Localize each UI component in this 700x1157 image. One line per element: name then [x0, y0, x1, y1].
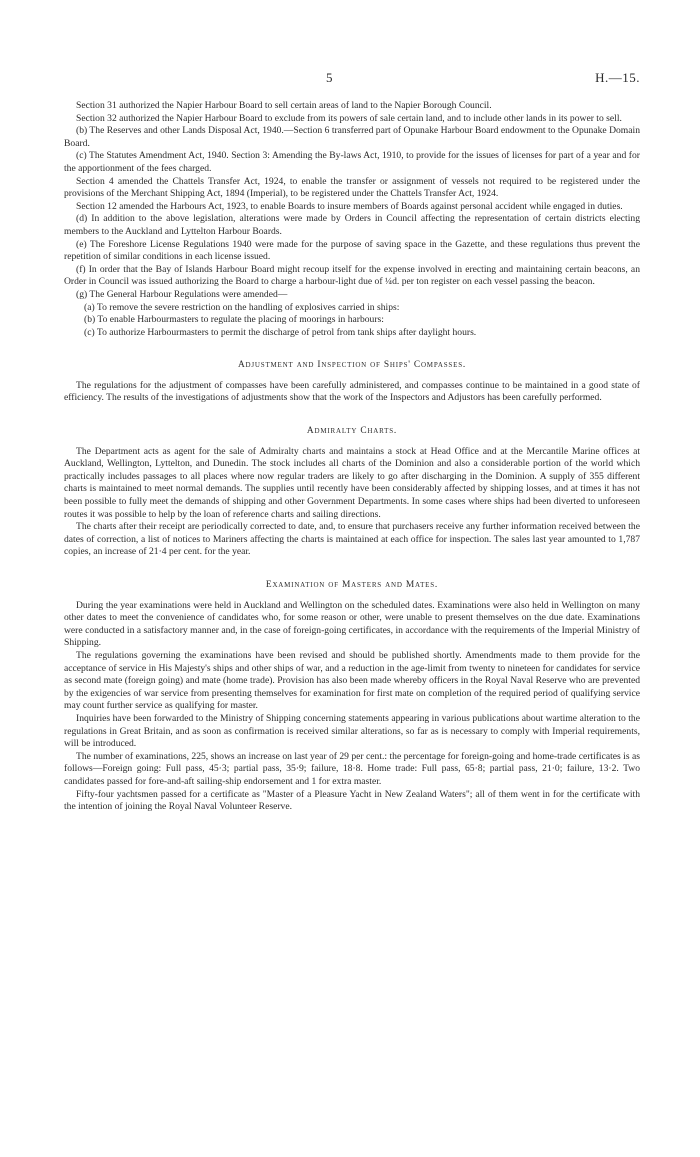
document-page — [64, 70, 640, 814]
page-body — [64, 100, 640, 814]
regulation-item: (b) To enable Harbourmasters to regulate the placing of moorings in harbours: — [84, 314, 384, 326]
page-header — [64, 70, 640, 96]
paragraph: Section 4 amended the Chattels Transfer Act, 1924, to enable the transfer or assignment of vessels not required to be registered under the provisions of the Merchant Shipping Act, 1894 (Imperial), to be registered under the Chattels Transfer Act, 1924. — [64, 175, 640, 200]
paragraph: Fifty-four yachtsmen passed for a certificate as "Master of a Pleasure Yacht in New Zealand Waters"; all of them went in for the certificate with the intention of joining the Royal Naval Volunteer Reserve. — [64, 788, 640, 813]
regulation-item: (c) To authorize Harbourmasters to permit the discharge of petrol from tank ships after daylight hours. — [84, 326, 477, 338]
paragraph: The regulations for the adjustment of compasses have been carefully administered, and compasses continue to be maintained in a good state of efficiency. The results of the investigations of adjustments show that the work of the Inspectors and Adjustors has been carefully performed. — [64, 379, 640, 404]
paragraph: The Department acts as agent for the sale of Admiralty charts and maintains a stock at Head Office and at the Mercantile Marine offices at Auckland, Wellington, Lyttelton, and Dunedin. The stock includes all charts of the Dominion and also a considerable portion of the world which practically includes passages to all places where now regular traders are likely to go after discharging in the Dominion. A supply of 355 different charts is maintained to meet normal demands. The supplies until recently have been considerably affected by shipping losses, and at times it has not been possible to fully meet the demands of shipping and other Government Departments. In some cases where ships had been diverted to unforeseen routes it was possible to help by the loan of reference charts and sailing directions. — [64, 445, 640, 520]
paragraph: (b) The Reserves and other Lands Disposal Act, 1940.—Section 6 transferred part of Opunake Harbour Board endowment to the Opunake Domain Board. — [64, 125, 640, 149]
paragraph: Section 31 authorized the Napier Harbour Board to sell certain areas of land to the Napier Borough Council. — [76, 100, 492, 111]
paragraph: (e) The Foreshore License Regulations 1940 were made for the purpose of saving space in the Gazette, and these regulations thus prevent the repetition of similar conditions in each license issued. — [64, 238, 640, 263]
paragraph: The number of examinations, 225, shows an increase on last year of 29 per cent.: the percentage for foreign-going and home-trade certificates is as follows—Foreign going: Full pass, 45·3; partial pass, 35·9; failure, 18·8. Home trade: Full pass, 65·8; partial pass, 21·0; failure, 13·2. Two candidates passed for fore-and-aft sailing-ship endorsement and 1 for extra master. — [64, 750, 640, 787]
admiralty-charts-section — [64, 425, 640, 559]
section-heading: Examination of Masters and Mates. — [265, 580, 439, 590]
paragraph: (f) In order that the Bay of Islands Harbour Board might recoup itself for the expense involved in erecting and maintaining certain beacons, an Order in Council was issued authorizing the Board to charge a harbour-light due of ¼d. per ton register on each vessel passing the beacon. — [64, 263, 640, 288]
page-number: 5 — [326, 70, 333, 85]
section-heading: Adjustment and Inspection of Ships' Compasses. — [237, 360, 467, 371]
paragraph: (g) The General Harbour Regulations were amended— — [76, 288, 288, 300]
paragraph: (d) In addition to the above legislation, alterations were made by Orders in Council affecting the representation of certain districts electing members to the Auckland and Lyttelton Harbour Boards. — [64, 213, 640, 237]
paragraph: During the year examinations were held in Auckland and Wellington on the scheduled dates. Examinations were also held in Wellington on many other dates to meet the convenience of candidates who, for some reason or other, were unable to present themselves on the due date. Examinations were conducted in a satisfactory manner and, in the case of foreign-going certificates, in accordance with the requirements of the Imperial Ministry of Shipping. — [64, 599, 640, 649]
compasses-section — [64, 359, 640, 405]
harbours-legislation-section — [64, 100, 640, 339]
paragraph: The charts after their receipt are periodically corrected to date, and, to ensure that purchasers receive any further information received between the dates of correction, a list of notices to Mariners affecting the charts is maintained at each office for inspection. The sales last year amounted to 1,787 copies, an increase of 21·4 per cent. for the year. — [64, 521, 640, 558]
paragraph: Inquiries have been forwarded to the Ministry of Shipping concerning statements appearing in various publications about wartime alteration to the regulations in Great Britain, and as soon as confirmation is received similar alterations, so far as is necessary to comply with Imperial requirements, will be introduced. — [64, 712, 640, 750]
paragraph: Section 32 authorized the Napier Harbour Board to exclude from its powers of sale certain land, and to include other lands in its power to sell. — [76, 112, 622, 124]
examinations-section — [64, 579, 640, 814]
paragraph: The regulations governing the examinations have been revised and should be published shortly. Amendments made to them provide for the acceptance of service in His Majesty's ships and other ships of war, and a reduction in the age-limit from twenty to nineteen for candidates for service as second mate (foreign going) and mate (home trade). Provision has also been made whereby officers in the Royal Naval Reserve who are prevented by the exigencies of war service from presenting themselves for examination for first mate on completion of the required period of qualifying service may count further service as qualifying for master. — [64, 649, 640, 712]
document-reference: H.—15. — [595, 70, 640, 85]
paragraph: Section 12 amended the Harbours Act, 1923, to enable Boards to insure members of Boards against personal accident while engaged in duties. — [76, 200, 623, 212]
paragraph: (c) The Statutes Amendment Act, 1940. Section 3: Amending the By-laws Act, 1910, to provide for the issues of licenses for part of a year and for the apportionment of the fees charged. — [64, 150, 640, 174]
regulation-item: (a) To remove the severe restriction on the handling of explosives carried in ships: — [84, 301, 400, 313]
section-heading: Admiralty Charts. — [306, 426, 398, 437]
